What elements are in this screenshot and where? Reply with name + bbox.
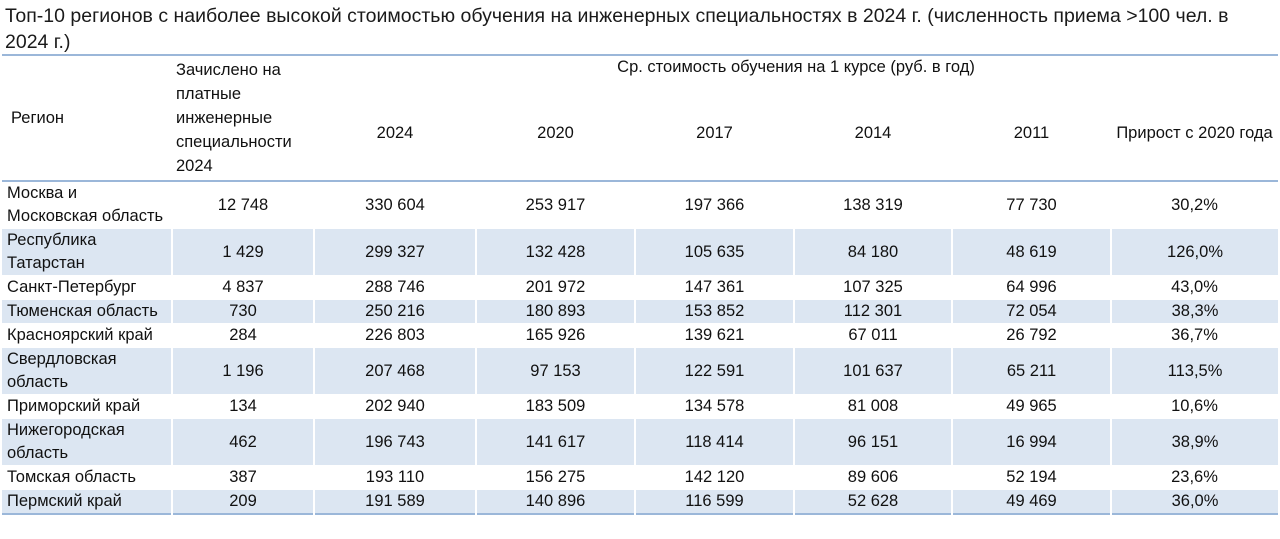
cell-y2014: 112 301 xyxy=(794,300,952,324)
cell-y2024: 226 803 xyxy=(365,326,425,344)
cell-y2011: 26 792 xyxy=(1006,326,1057,344)
header-year-2011: 2011 xyxy=(1013,123,1050,142)
cell-y2011: 77 730 xyxy=(1006,195,1057,214)
cell-y2024: 193 110 xyxy=(365,468,425,486)
cell-enrolled: 209 xyxy=(172,490,314,515)
cell-y2014: 101 637 xyxy=(794,348,952,395)
cell-y2011: 52 194 xyxy=(1006,468,1057,486)
cell-enrolled: 387 xyxy=(229,468,257,486)
cell-y2014: 107 325 xyxy=(843,278,903,296)
table-title: Топ-10 регионов с наиболее высокой стоимостью обучения на инженерных специальностях в 2024 г. (численность приема >100 чел. в 2024 г.) xyxy=(5,5,1229,53)
cell-y2017: 116 599 xyxy=(635,490,794,515)
cell-region: Республика Татарстан xyxy=(2,229,172,276)
cell-y2014: 138 319 xyxy=(843,195,903,214)
data-table-container xyxy=(0,54,1280,515)
cell-y2024: 191 589 xyxy=(314,490,476,515)
cell-y2024: 196 743 xyxy=(314,419,476,466)
table-body xyxy=(2,181,1278,514)
cell-y2024: 207 468 xyxy=(314,348,476,395)
cell-y2011: 49 965 xyxy=(1006,397,1057,415)
cell-y2020: 141 617 xyxy=(476,419,635,466)
table-row xyxy=(2,300,1278,324)
cell-y2017: 153 852 xyxy=(635,300,794,324)
cell-growth: 36,0% xyxy=(1111,490,1278,515)
cell-y2020: 183 509 xyxy=(525,397,586,415)
cell-growth: 36,7% xyxy=(1171,326,1218,344)
table-row xyxy=(2,419,1278,466)
cell-region: Приморский край xyxy=(7,397,141,415)
header-year-2020: 2020 xyxy=(537,123,574,142)
cell-enrolled: 4 837 xyxy=(222,278,264,296)
cell-enrolled: 134 xyxy=(229,397,257,415)
header-enrolled: Зачислено на платные инженерные специальности 2024 xyxy=(176,61,292,175)
cell-y2011: 48 619 xyxy=(952,229,1111,276)
cell-y2024: 202 940 xyxy=(365,397,425,415)
cell-growth: 43,0% xyxy=(1171,278,1218,296)
cell-enrolled: 1 196 xyxy=(172,348,314,395)
cell-region: Санкт-Петербург xyxy=(7,278,137,296)
cell-y2011: 65 211 xyxy=(952,348,1111,395)
cell-y2020: 201 972 xyxy=(525,278,586,296)
header-row-top xyxy=(2,55,1278,86)
table-row xyxy=(2,324,1278,348)
cell-y2024: 288 746 xyxy=(365,278,425,296)
table-row xyxy=(2,276,1278,300)
cell-y2014: 81 008 xyxy=(847,397,899,415)
header-year-2017: 2017 xyxy=(696,123,733,142)
cell-y2011: 64 996 xyxy=(1006,278,1057,296)
cell-y2011: 72 054 xyxy=(952,300,1111,324)
cell-enrolled: 730 xyxy=(172,300,314,324)
cell-y2020: 180 893 xyxy=(476,300,635,324)
cell-growth: 126,0% xyxy=(1111,229,1278,276)
cell-y2014: 84 180 xyxy=(794,229,952,276)
cell-y2020: 156 275 xyxy=(525,468,586,486)
cell-enrolled: 284 xyxy=(229,326,257,344)
regions-cost-table xyxy=(2,54,1278,515)
header-region: Регион xyxy=(11,108,64,127)
cell-y2020: 253 917 xyxy=(525,195,586,214)
cell-y2017: 197 366 xyxy=(684,195,745,214)
cell-y2017: 118 414 xyxy=(635,419,794,466)
cell-enrolled: 1 429 xyxy=(172,229,314,276)
cell-y2017: 147 361 xyxy=(684,278,745,296)
cell-growth: 113,5% xyxy=(1111,348,1278,395)
table-row xyxy=(2,395,1278,419)
cell-y2024: 330 604 xyxy=(365,195,425,214)
header-cost-group: Ср. стоимость обучения на 1 курсе (руб. в год) xyxy=(617,58,975,76)
cell-y2014: 89 606 xyxy=(847,468,899,486)
header-year-2024: 2024 xyxy=(376,123,414,142)
cell-y2017: 105 635 xyxy=(635,229,794,276)
cell-enrolled: 462 xyxy=(172,419,314,466)
cell-y2020: 97 153 xyxy=(476,348,635,395)
cell-y2020: 132 428 xyxy=(476,229,635,276)
cell-y2011: 49 469 xyxy=(952,490,1111,515)
cell-y2014: 52 628 xyxy=(794,490,952,515)
cell-y2020: 140 896 xyxy=(476,490,635,515)
cell-y2017: 142 120 xyxy=(684,468,745,486)
cell-region: Пермский край xyxy=(2,490,172,515)
cell-y2014: 67 011 xyxy=(848,326,898,344)
table-row xyxy=(2,466,1278,490)
cell-growth: 23,6% xyxy=(1171,468,1218,486)
header-year-2014: 2014 xyxy=(854,123,892,142)
cell-y2017: 122 591 xyxy=(635,348,794,395)
table-row xyxy=(2,348,1278,395)
table-row xyxy=(2,229,1278,276)
table-row xyxy=(2,181,1278,229)
cell-growth: 38,3% xyxy=(1111,300,1278,324)
cell-region: Томская область xyxy=(7,468,136,486)
cell-region: Москва и Московская область xyxy=(7,184,164,225)
cell-region: Нижегородская область xyxy=(2,419,172,466)
cell-growth: 38,9% xyxy=(1111,419,1278,466)
cell-y2017: 134 578 xyxy=(684,397,745,415)
header-growth: Прирост с 2020 года xyxy=(1116,124,1273,142)
cell-y2011: 16 994 xyxy=(952,419,1111,466)
cell-y2017: 139 621 xyxy=(684,326,745,344)
cell-y2020: 165 926 xyxy=(525,326,586,344)
cell-y2024: 250 216 xyxy=(314,300,476,324)
table-row xyxy=(2,490,1278,515)
cell-y2024: 299 327 xyxy=(314,229,476,276)
cell-growth: 30,2% xyxy=(1171,195,1218,214)
cell-region: Тюменская область xyxy=(2,300,172,324)
cell-enrolled: 12 748 xyxy=(217,195,269,214)
cell-growth: 10,6% xyxy=(1171,397,1218,415)
cell-region: Красноярский край xyxy=(7,326,153,344)
cell-region: Свердловская область xyxy=(2,348,172,395)
cell-y2014: 96 151 xyxy=(794,419,952,466)
